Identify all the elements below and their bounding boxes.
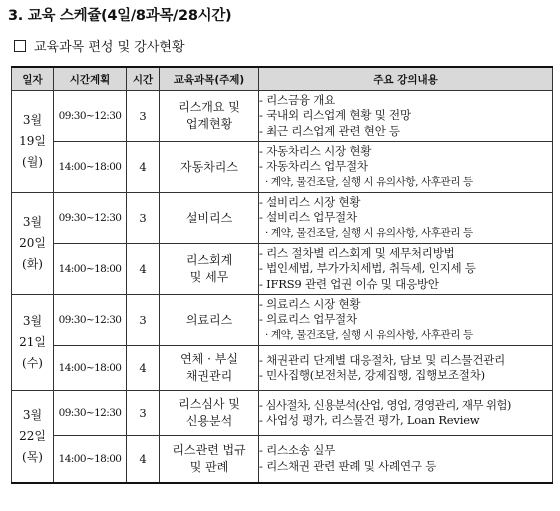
subject-cell <box>160 295 259 346</box>
header-subject: 교육과목(주제) <box>160 67 259 91</box>
content-line: - 의료리스 시장 현황 <box>259 296 361 311</box>
time-cell: 09:30~12:30 <box>54 391 127 436</box>
content-cell <box>259 142 553 193</box>
content-line: - 자동차리스 시장 현황 <box>259 143 372 158</box>
time-cell: 09:30~12:30 <box>54 295 127 346</box>
subtitle-text: 교육과목 편성 및 강사현황 <box>34 40 185 55</box>
hours-cell: 3 <box>127 193 160 244</box>
date-line: (수) <box>22 356 43 370</box>
checkbox-icon <box>14 40 26 52</box>
content-line: · 계약, 물건조달, 실행 시 유의사항, 사후관리 등 <box>265 175 473 188</box>
subject-line: 및 판례 <box>189 459 229 474</box>
content-line: - 설비리스 시장 현황 <box>259 194 361 209</box>
table-row <box>12 436 553 483</box>
date-line: 3월 <box>22 314 43 328</box>
subject-line: 자동차리스 <box>180 159 238 174</box>
table-row <box>12 346 553 391</box>
time-cell: 09:30~12:30 <box>54 193 127 244</box>
content-cell <box>259 391 553 436</box>
date-line: 3월 <box>22 215 43 229</box>
hours-cell: 3 <box>127 91 160 142</box>
hours-cell: 4 <box>127 346 160 391</box>
hours-cell: 3 <box>127 295 160 346</box>
content-cell <box>259 244 553 295</box>
subject-line: 연체 · 부실 <box>180 352 238 366</box>
date-line: (화) <box>22 257 43 271</box>
time-cell: 09:30~12:30 <box>54 91 127 142</box>
header-date: 일자 <box>12 67 54 91</box>
table-row <box>12 295 553 346</box>
content-line: - IFRS9 관련 업권 이슈 및 대응방안 <box>259 276 439 291</box>
content-line: - 국내외 리스업계 현황 및 전망 <box>259 108 411 123</box>
date-cell <box>12 295 54 391</box>
date-cell <box>12 193 54 295</box>
time-cell: 14:00~18:00 <box>54 142 127 193</box>
content-line: - 리스채권 관련 판례 및 사례연구 등 <box>259 458 437 473</box>
content-line: - 법인세법, 부가가치세법, 취득세, 인지세 등 <box>259 261 476 276</box>
subject-cell <box>160 142 259 193</box>
date-cell <box>12 91 54 193</box>
content-line: - 리스금융 개요 <box>259 92 336 107</box>
table-row <box>12 244 553 295</box>
content-line: - 민사집행(보전처분, 강제집행, 집행보조절차) <box>259 368 485 382</box>
date-line: 20일 <box>19 236 46 250</box>
content-line: - 리스 절차별 리스회계 및 세무처리방법 <box>259 245 455 260</box>
schedule-body <box>12 91 553 483</box>
table-row <box>12 391 553 436</box>
content-cell <box>259 91 553 142</box>
content-line: - 채권관리 단계별 대응절차, 담보 및 리스물건관리 <box>259 352 506 367</box>
subject-line: 및 세무 <box>189 270 229 284</box>
subject-cell <box>160 346 259 391</box>
date-cell <box>12 391 54 483</box>
subject-line: 리스회계 <box>185 253 233 267</box>
date-line: 21일 <box>19 335 46 349</box>
subject-cell <box>160 436 259 483</box>
content-line: · 계약, 물건조달, 실행 시 유의사항, 사후관리 등 <box>265 226 473 239</box>
subject-line: 리스심사 및 <box>178 397 240 411</box>
header-time-plan: 시간계획 <box>54 67 127 91</box>
date-line: 3월 <box>22 407 43 422</box>
schedule-table <box>11 66 553 484</box>
subject-line: 의료리스 <box>185 312 233 327</box>
subject-cell <box>160 391 259 436</box>
content-line: - 리스소송 실무 <box>259 443 336 458</box>
content-line: - 최근 리스업계 관련 현안 등 <box>259 123 400 138</box>
content-cell <box>259 346 553 391</box>
content-cell <box>259 295 553 346</box>
subject-cell <box>160 193 259 244</box>
content-line: - 설비리스 업무절차 <box>259 210 357 225</box>
hours-cell: 4 <box>127 436 160 483</box>
hours-cell: 4 <box>127 142 160 193</box>
date-line: 3월 <box>22 113 43 127</box>
table-row <box>12 193 553 244</box>
subject-line: 리스개요 및 <box>178 100 240 114</box>
subject-line: 채권관리 <box>185 369 233 383</box>
date-line: 22일 <box>19 428 46 443</box>
subject-line: 리스관련 법규 <box>172 442 246 457</box>
date-line: 19일 <box>19 134 46 148</box>
content-cell <box>259 436 553 483</box>
content-cell <box>259 193 553 244</box>
time-cell: 14:00~18:00 <box>54 346 127 391</box>
content-line: · 계약, 물건조달, 실행 시 유의사항, 사후관리 등 <box>265 328 473 341</box>
date-line: (월) <box>22 155 43 169</box>
subject-line: 설비리스 <box>185 210 233 225</box>
header-hours: 시간 <box>127 67 160 91</box>
header-content: 주요 강의내용 <box>259 67 553 91</box>
subject-line: 신용분석 <box>185 414 233 428</box>
hours-cell: 4 <box>127 244 160 295</box>
subject-cell <box>160 244 259 295</box>
subject-cell <box>160 91 259 142</box>
table-header-row <box>12 67 553 91</box>
table-row <box>12 142 553 193</box>
date-line: (목) <box>22 449 43 464</box>
content-line: - 자동차리스 업무절차 <box>259 159 368 174</box>
table-row <box>12 91 553 142</box>
subject-line: 업계현황 <box>185 117 233 131</box>
time-cell: 14:00~18:00 <box>54 244 127 295</box>
hours-cell: 3 <box>127 391 160 436</box>
subtitle <box>14 36 185 55</box>
section-title: 3. 교육 스케쥴(4일/8과목/28시간) <box>8 8 232 24</box>
content-line: - 사업성 평가, 리스물건 평가, Loan Review <box>259 413 480 427</box>
time-cell: 14:00~18:00 <box>54 436 127 483</box>
content-line: - 의료리스 업무절차 <box>259 312 357 327</box>
content-line: - 심사절차, 신용분석(산업, 영업, 경영관리, 재무 위험) <box>259 397 511 412</box>
